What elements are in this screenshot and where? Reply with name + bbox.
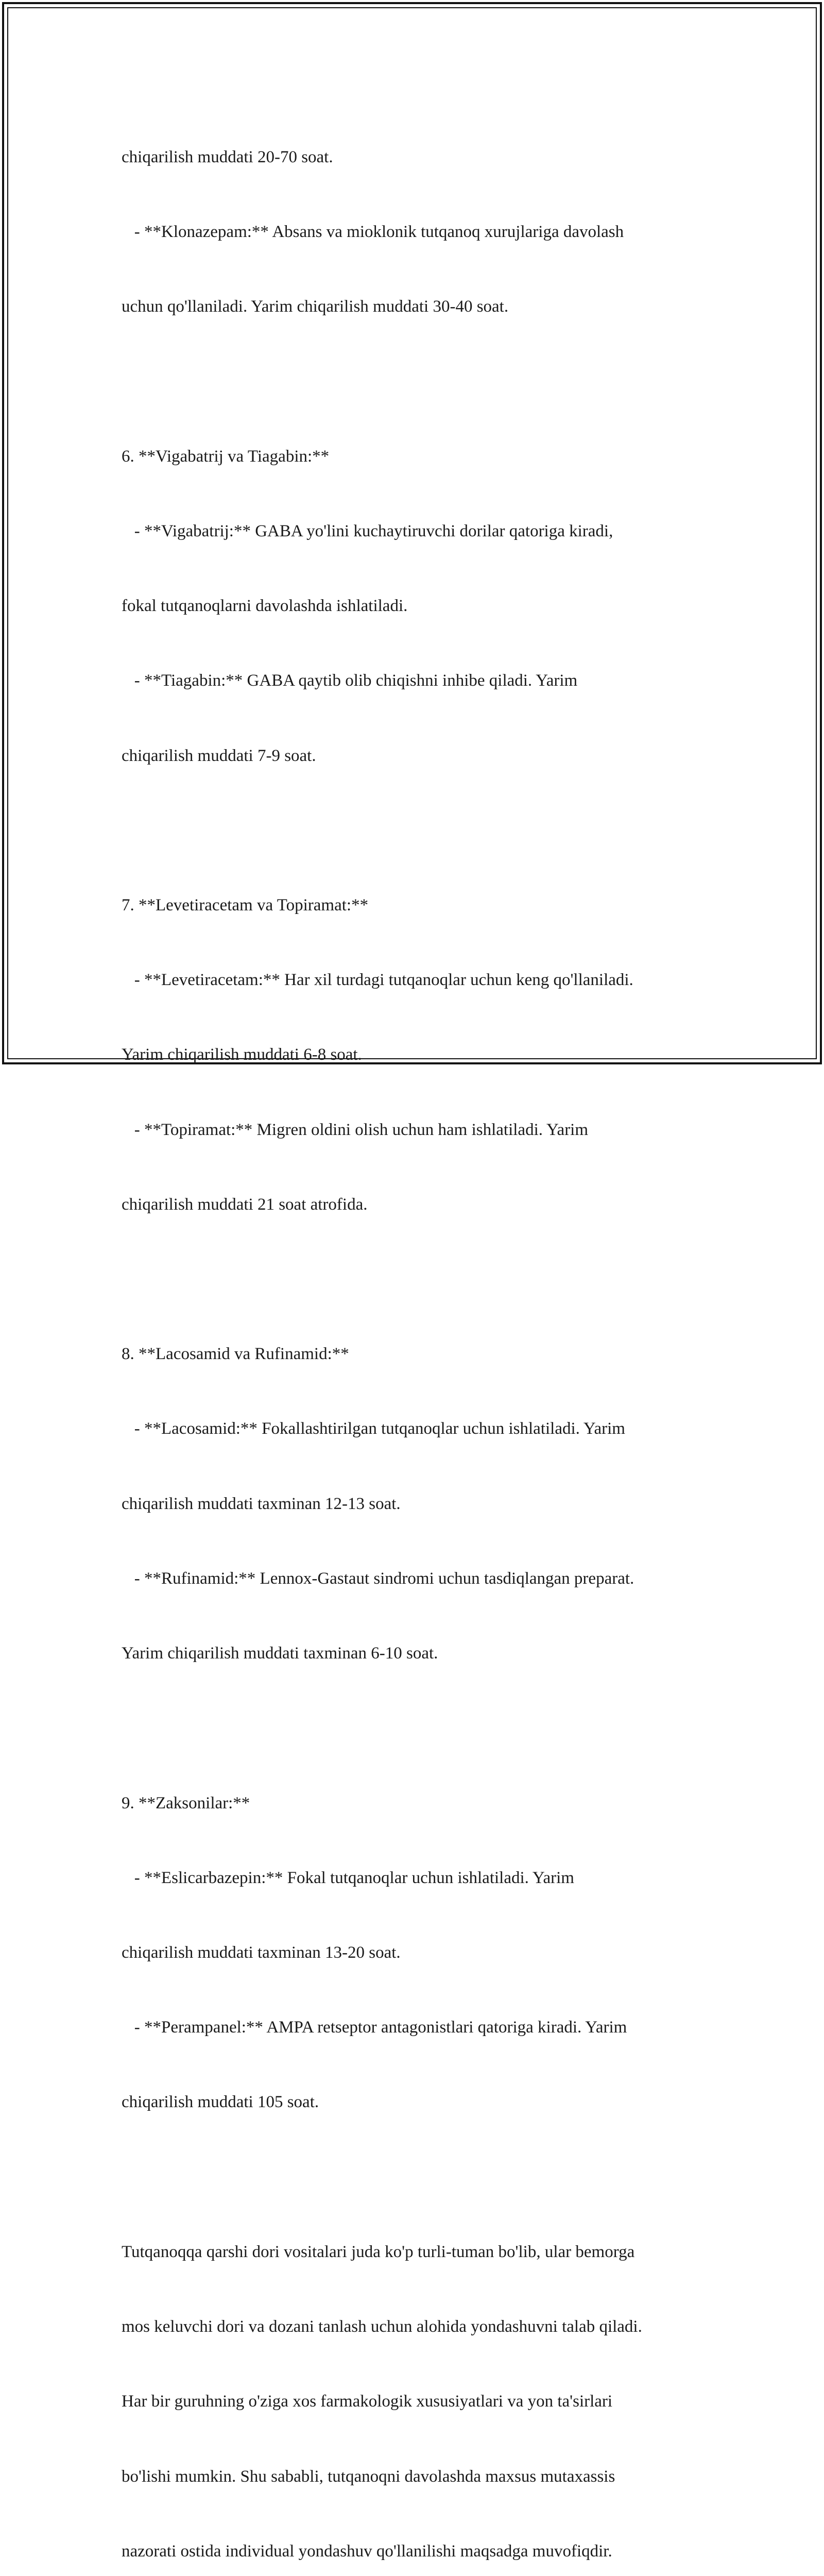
text-line: - **Eslicarbazepin:** Fokal tutqanoqlar uchun ishlatiladi. Yarim (122, 1868, 574, 1887)
text-line: - **Tiagabin:** GABA qaytib olib chiqishni inhibe qiladi. Yarim (122, 671, 578, 690)
text-block-continuation (122, 95, 719, 369)
list-item-heading: 6. **Vigabatrij va Tiagabin:** (122, 447, 330, 466)
list-item-heading: 9. **Zaksonilar:** (122, 1793, 250, 1812)
text-line: nazorati ostida individual yondashuv qo'llanilishi maqsadga muvofiqdir. (122, 2541, 612, 2561)
list-item-9 (122, 1741, 719, 2165)
text-line: bo'lishi mumkin. Shu sababli, tutqanoqni davolashda maxsus mutaxassis (122, 2467, 615, 2486)
text-line: chiqarilish muddati 7-9 soat. (122, 746, 316, 765)
text-line: chiqarilish muddati taxminan 13-20 soat. (122, 1943, 401, 1962)
text-line: - **Rufinamid:** Lennox-Gastaut sindromi uchun tasdiqlangan preparat. (122, 1569, 634, 1588)
text-line: Har bir guruhning o'ziga xos farmakologik xususiyatlari va yon ta'sirlari (122, 2392, 613, 2411)
text-line: chiqarilish muddati taxminan 12-13 soat. (122, 1494, 401, 1513)
list-item-6 (122, 394, 719, 818)
text-line: - **Topiramat:** Migren oldini olish uchun ham ishlatiladi. Yarim (122, 1120, 589, 1139)
text-line: - **Perampanel:** AMPA retseptor antagonistlari qatoriga kiradi. Yarim (122, 2018, 627, 2037)
text-line: chiqarilish muddati 105 soat. (122, 2093, 319, 2112)
text-line: Yarim chiqarilish muddati taxminan 6-10 soat. (122, 1644, 438, 1663)
text-line: - **Klonazepam:** Absans va mioklonik tutqanoq xurujlariga davolash (122, 223, 624, 242)
conclusion-paragraph (122, 2190, 719, 2576)
text-line: chiqarilish muddati 21 soat atrofida. (122, 1195, 368, 1214)
list-item-heading: 7. **Levetiracetam va Topiramat:** (122, 895, 369, 914)
text-line: mos keluvchi dori va dozani tanlash uchun alohida yondashuvni talab qiladi. (122, 2317, 642, 2336)
text-line: uchun qo'llaniladi. Yarim chiqarilish muddati 30-40 soat. (122, 297, 509, 316)
text-line: Yarim chiqarilish muddati 6-8 soat. (122, 1045, 362, 1064)
text-line: Tutqanoqqa qarshi dori vositalari juda ko'p turli-tuman bo'lib, ular bemorga (122, 2242, 635, 2261)
document-body (122, 95, 719, 2576)
text-line: chiqarilish muddati 20-70 soat. (122, 147, 333, 166)
list-item-heading: 8. **Lacosamid va Rufinamid:** (122, 1345, 349, 1364)
list-item-7 (122, 843, 719, 1267)
text-line: - **Levetiracetam:** Har xil turdagi tutqanoqlar uchun keng qo'llaniladi. (122, 971, 633, 990)
text-line: fokal tutqanoqlarni davolashda ishlatiladi. (122, 597, 408, 616)
list-item-8 (122, 1292, 719, 1716)
text-line: - **Vigabatrij:** GABA yo'lini kuchaytiruvchi dorilar qatoriga kiradi, (122, 521, 613, 540)
text-line: - **Lacosamid:** Fokallashtirilgan tutqanoqlar uchun ishlatiladi. Yarim (122, 1419, 625, 1438)
